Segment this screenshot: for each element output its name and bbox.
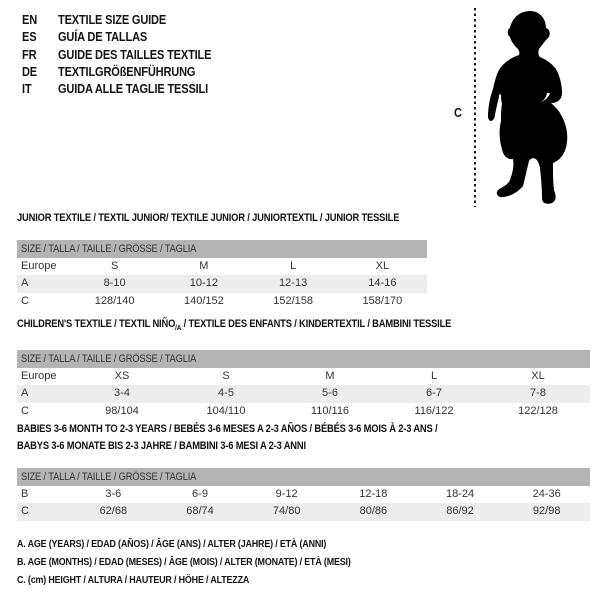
note-text: A. AGE (YEARS) / EDAD (AÑOS) / ÂGE (ANS) / ALTER (JAHRE) / ETÀ (ANNI) (17, 538, 327, 550)
table-cell: 6-9 (192, 488, 208, 500)
size-header-text: SIZE / TALLA / TAILLE / GRÖSSE / TAGLIA (21, 353, 197, 365)
table-cell: 122/128 (518, 404, 558, 417)
table-row (17, 368, 590, 385)
footnotes (17, 538, 410, 592)
row-label: A (21, 387, 29, 400)
table-cell: L (430, 370, 438, 382)
table-cell: 10-12 (189, 277, 218, 290)
table-cell: 140/152 (183, 294, 224, 307)
table-cell: 86/92 (446, 505, 474, 518)
table-cell: 98/104 (105, 404, 139, 417)
note-text: B. AGE (MONTHS) / EDAD (MESES) / ÂGE (MOIS) / ALTER (MONATE) / ETÀ (MESI) (17, 556, 351, 568)
size-header-text: SIZE / TALLA / TAILLE / GRÖSSE / TAGLIA (21, 471, 197, 483)
table-row (17, 403, 590, 420)
table-cell: 5-6 (322, 387, 338, 400)
language-code: IT (22, 81, 32, 97)
babies-size-table (17, 468, 590, 521)
baby-silhouette-icon (487, 9, 595, 209)
table-cell: S (222, 370, 230, 382)
height-figure (440, 0, 600, 215)
table-title-text: BABIES 3-6 MONTH TO 2-3 YEARS / BEBÉS 3-6 MESES A 2-3 AÑOS / BÉBÉS 3-6 MOIS À 2-3 ANS / (17, 423, 438, 435)
table-cell: XL (531, 370, 545, 382)
table-body (17, 258, 427, 310)
table-body (17, 368, 590, 420)
table-cell: L (290, 260, 297, 272)
language-code: FR (22, 46, 37, 62)
size-header-bar (17, 350, 590, 368)
table-row (17, 258, 427, 275)
language-row (22, 28, 238, 45)
language-code: DE (22, 63, 38, 79)
table-title-children (17, 317, 528, 331)
table-title-text: BABYS 3-6 MONATE BIS 2-3 JAHRE / BAMBINI 3-6 MESI A 2-3 ANNI (17, 440, 306, 452)
table-cell: XL (375, 260, 390, 272)
table-cell: 128/140 (94, 294, 135, 307)
table-title-text: JUNIOR TEXTILE / TEXTIL JUNIOR/ TEXTILE JUNIOR / JUNIORTEXTIL / JUNIOR TESSILE (17, 212, 400, 224)
title-part: / TEXTILE DES ENFANTS / KINDERTEXTIL / BAMBINI TESSILE (181, 318, 452, 330)
table-cell: 3-4 (114, 387, 130, 400)
table-cell: 104/110 (206, 404, 246, 417)
note-line (17, 538, 410, 551)
table-cell: 62/68 (99, 505, 128, 518)
table-cell: 80/86 (359, 505, 388, 518)
table-cell: 74/80 (272, 505, 301, 518)
language-code: ES (22, 29, 37, 45)
table-title-junior (17, 211, 467, 225)
note-text: C. (cm) HEIGHT / ALTURA / HAUTEUR / HÖHE / ALTEZZA (17, 574, 250, 586)
size-header-bar (17, 240, 427, 258)
note-line (17, 574, 410, 587)
table-cell: 4-5 (218, 387, 234, 400)
row-label: C (21, 294, 29, 307)
height-label-c: C (454, 105, 462, 120)
note-line (17, 556, 410, 569)
row-label: A (21, 277, 29, 290)
title-subscript: /A (175, 323, 182, 332)
title-part: CHILDREN'S TEXTILE / TEXTIL NIÑO (17, 318, 176, 330)
language-text: GUÍA DE TALLAS (58, 29, 148, 45)
table-row (17, 503, 590, 520)
language-text: TEXTILGRÖßENFÜHRUNG (58, 63, 196, 79)
height-dashed-line (474, 8, 476, 207)
language-text: GUIDA ALLE TAGLIE TESSILI (58, 81, 209, 97)
table-cell: 8-10 (103, 277, 126, 290)
table-cell: M (199, 260, 209, 272)
table-cell: 68/74 (186, 505, 214, 518)
language-text: TEXTILE SIZE GUIDE (58, 12, 167, 27)
table-cell: 12-18 (359, 488, 388, 500)
row-label: C (21, 404, 29, 417)
table-cell: 24-36 (532, 488, 561, 500)
table-cell: 18-24 (445, 488, 475, 500)
table-title-text (17, 317, 451, 335)
language-row (22, 46, 238, 63)
table-row (17, 385, 590, 402)
row-label: B (21, 488, 29, 500)
table-row (17, 293, 427, 310)
language-list (22, 11, 238, 97)
table-cell: S (110, 260, 119, 272)
table-cell: 158/170 (362, 294, 403, 307)
language-text: GUIDE DES TAILLES TEXTILE (58, 46, 212, 62)
language-row (22, 80, 238, 97)
junior-size-table (17, 240, 427, 310)
language-code: EN (22, 12, 38, 27)
row-label: Europe (21, 370, 57, 382)
table-row (17, 275, 427, 292)
table-cell: 14-16 (368, 277, 397, 290)
table-cell: 152/158 (273, 294, 313, 307)
size-header-text: SIZE / TALLA / TAILLE / GRÖSSE / TAGLIA (21, 243, 197, 255)
size-header-bar (17, 468, 590, 486)
table-cell: 12-13 (279, 277, 308, 290)
language-row (22, 11, 238, 28)
table-cell: 7-8 (530, 387, 546, 400)
table-cell: 6-7 (426, 387, 442, 400)
row-label: Europe (21, 260, 57, 272)
children-size-table (17, 350, 590, 420)
table-title-babies (17, 421, 512, 452)
table-row (17, 486, 590, 503)
table-cell: XS (114, 370, 130, 382)
table-body (17, 486, 590, 521)
table-cell: 3-6 (105, 488, 122, 500)
table-cell: 116/122 (414, 404, 454, 417)
table-cell: 92/98 (532, 505, 561, 518)
table-cell: 9-12 (275, 488, 298, 500)
language-row (22, 63, 238, 80)
table-cell: M (325, 370, 335, 382)
row-label: C (21, 505, 29, 518)
table-cell: 110/116 (310, 404, 350, 417)
